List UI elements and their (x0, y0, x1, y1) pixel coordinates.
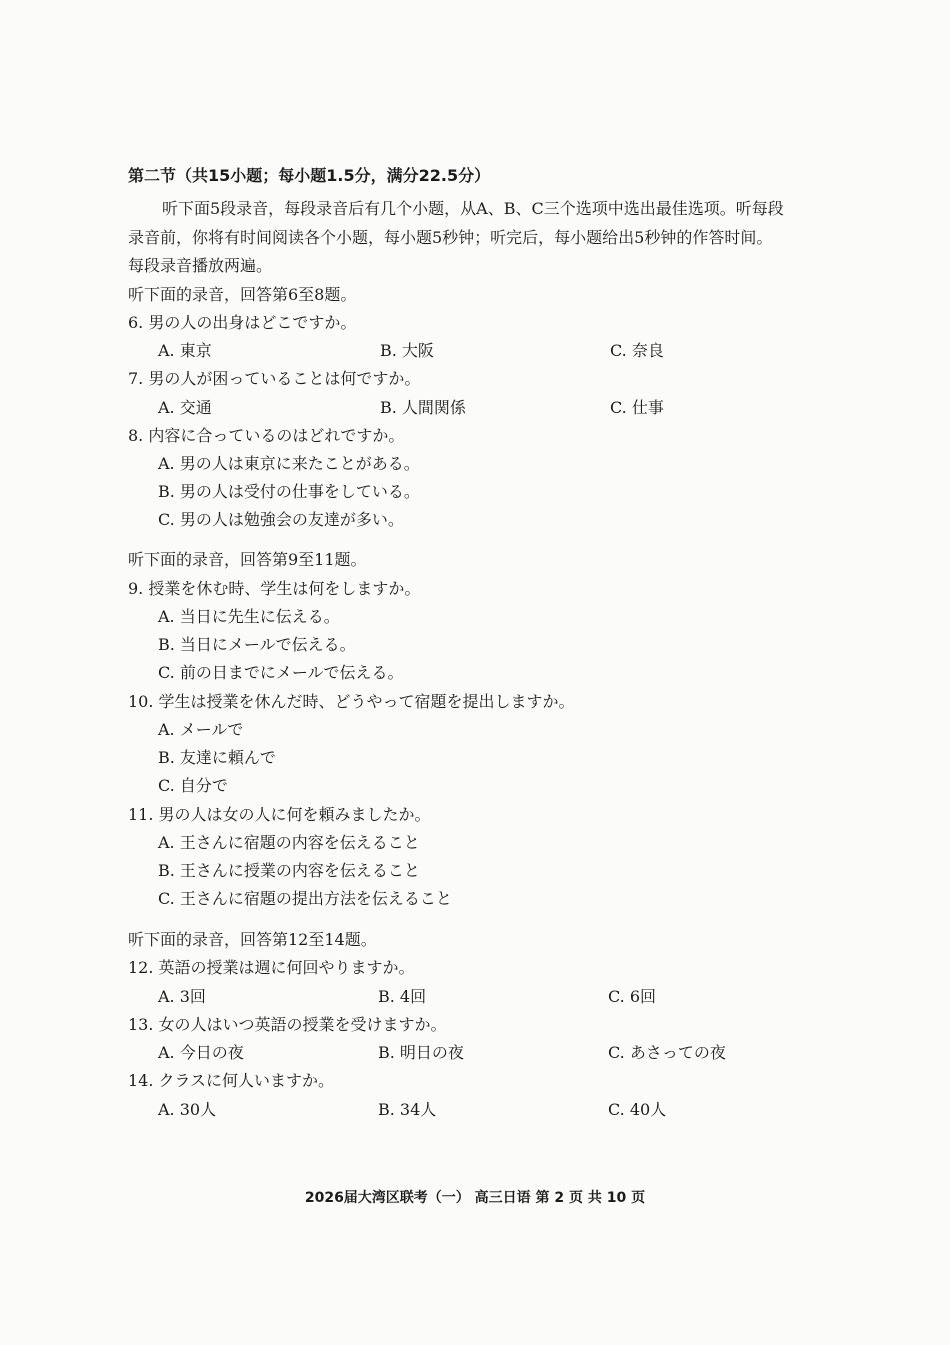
q13-option-a: A. 今日の夜 (158, 1043, 244, 1062)
q13-option-c: C. あさっての夜 (608, 1043, 726, 1062)
q14-option-b: B. 34人 (378, 1100, 437, 1119)
page-footer: 2026届大湾区联考（一） 高三日语 第 2 页 共 10 页 (304, 1190, 646, 1206)
q12-option-b: B. 4回 (378, 987, 427, 1006)
q8-option-a: A. 男の人は東京に来たことがある。 (158, 454, 420, 473)
q13-option-b: B. 明日の夜 (378, 1043, 464, 1062)
q11-option-b: B. 王さんに授業の内容を伝えること (158, 861, 420, 880)
question-9: 9. 授業を休む時、学生は何をしますか。 (128, 579, 421, 598)
q9-option-c: C. 前の日までにメールで伝える。 (158, 663, 404, 682)
q9-option-a: A. 当日に先生に伝える。 (158, 607, 340, 626)
q10-option-a: A. メールで (158, 720, 244, 739)
group-intro: 听下面的录音，回答第6至8题。 (128, 285, 357, 304)
q12-option-c: C. 6回 (608, 987, 657, 1006)
q10-option-b: B. 友達に頼んで (158, 748, 276, 767)
question-14: 14. クラスに何人いますか。 (128, 1071, 335, 1090)
q8-option-c: C. 男の人は勉強会の友達が多い。 (158, 510, 404, 529)
question-12: 12. 英語の授業は週に何回やりますか。 (128, 958, 415, 977)
group-intro: 听下面的录音，回答第9至11题。 (128, 550, 367, 569)
q7-option-a: A. 交通 (158, 398, 212, 417)
question-11: 11. 男の人は女の人に何を頼みましたか。 (128, 805, 431, 824)
question-8: 8. 内容に合っているのはどれですか。 (128, 426, 405, 445)
q6-option-b: B. 大阪 (380, 341, 434, 360)
instructions-line-1: 听下面5段录音，每段录音后有几个小题，从A、B、C三个选项中选出最佳选项。听每段 (162, 199, 784, 218)
q11-option-c: C. 王さんに宿題の提出方法を伝えること (158, 889, 452, 908)
question-10: 10. 学生は授業を休んだ時、どうやって宿題を提出しますか。 (128, 692, 575, 711)
group-intro: 听下面的录音，回答第12至14题。 (128, 930, 377, 949)
q8-option-b: B. 男の人は受付の仕事をしている。 (158, 482, 420, 501)
q6-option-a: A. 東京 (158, 341, 212, 360)
q12-option-a: A. 3回 (158, 987, 206, 1006)
question-13: 13. 女の人はいつ英語の授業を受けますか。 (128, 1015, 447, 1034)
instructions-line-2: 录音前，你将有时间阅读各个小题，每小题5秒钟；听完后，每小题给出5秒钟的作答时间。 (128, 228, 773, 247)
question-7: 7. 男の人が困っていることは何ですか。 (128, 369, 421, 388)
q14-option-a: A. 30人 (158, 1100, 217, 1119)
q7-option-b: B. 人間関係 (380, 398, 466, 417)
q11-option-a: A. 王さんに宿題の内容を伝えること (158, 833, 420, 852)
q14-option-c: C. 40人 (608, 1100, 667, 1119)
section-title: 第二节（共15小题；每小题1.5分，满分22.5分） (128, 166, 491, 185)
q6-option-c: C. 奈良 (610, 341, 664, 360)
q9-option-b: B. 当日にメールで伝える。 (158, 635, 356, 654)
instructions-line-3: 每段录音播放两遍。 (128, 256, 273, 275)
question-6: 6. 男の人の出身はどこですか。 (128, 313, 357, 332)
q7-option-c: C. 仕事 (610, 398, 664, 417)
q10-option-c: C. 自分で (158, 776, 228, 795)
